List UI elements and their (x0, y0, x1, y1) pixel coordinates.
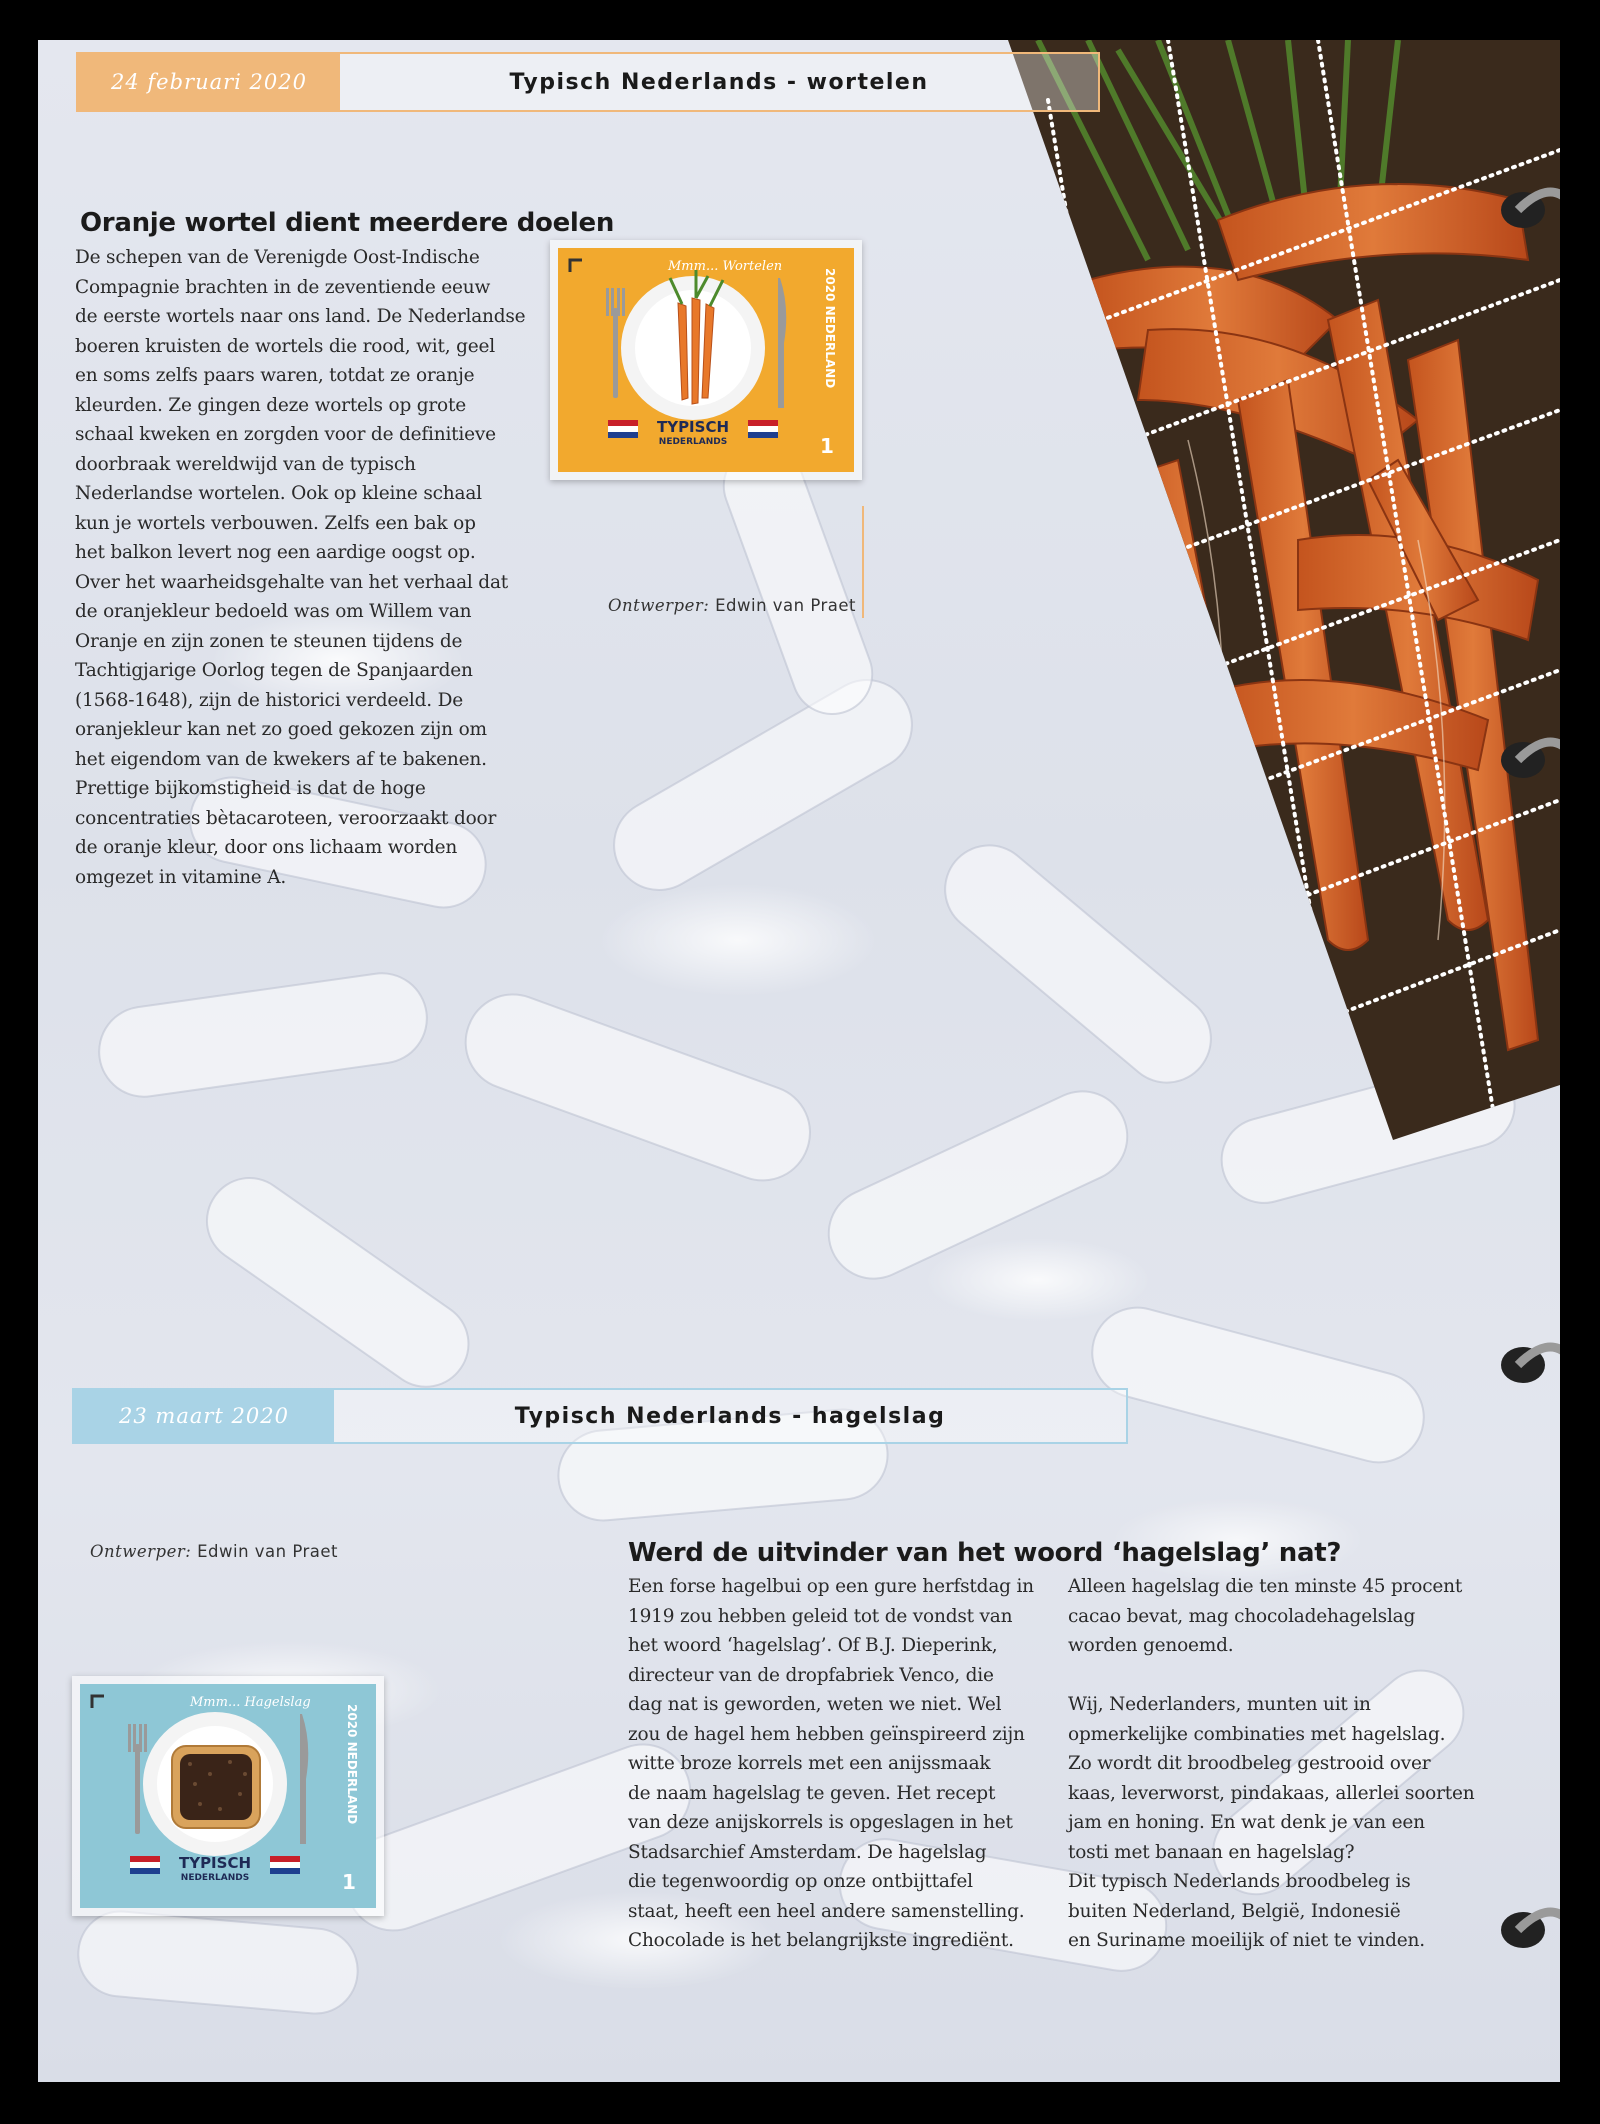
text-line: Prettige bijkomstigheid is dat de hoge (75, 778, 426, 799)
text-line: omgezet in vitamine A. (75, 866, 287, 888)
text-line: directeur van de dropfabriek Venco, die (628, 1664, 994, 1686)
text-line: de naam hagelslag te geven. Het recept (628, 1782, 996, 1804)
album-page (38, 40, 1560, 2082)
text-line: kun je wortels verbouwen. Zelfs een bak op (75, 512, 476, 534)
text-line: Over het waarheidsgehalte van het verhaal dat (75, 571, 509, 593)
text-line: Zo wordt dit broodbeleg gestrooid over (1068, 1753, 1431, 1774)
section1-body (75, 243, 545, 892)
text-line: Tachtigjarige Oorlog tegen de Spanjaarden (75, 660, 473, 681)
text-line: Oranje en zijn zonen te steunen tijdens de (75, 630, 463, 652)
section1-header (76, 52, 1100, 112)
hagelslag-stamp-brand2: NEDERLANDS (180, 1873, 250, 1883)
text-line: jam en honing. En wat denk je van een (1068, 1812, 1425, 1833)
text-line: de oranjekleur bedoeld was om Willem van (75, 601, 472, 622)
text-line: kaas, leverworst, pindakaas, allerlei soorten (1068, 1782, 1475, 1804)
text-line: Een forse hagelbui op een gure herfstdag in (628, 1576, 1034, 1597)
section1-designer-label: Ontwerper: (608, 596, 710, 615)
carrot-stamp-art (558, 248, 854, 472)
text-line (1068, 1661, 1508, 1691)
text-line: tosti met banaan en hagelslag? (1068, 1841, 1355, 1863)
carrot-stamp (550, 240, 862, 480)
text-line: (1568-1648), zijn de historici verdeeld. De (75, 689, 463, 711)
text-line: doorbraak wereldwijd van de typisch (75, 453, 416, 475)
carrot-stamp-script: Mmm... Wortelen (668, 259, 783, 274)
hagelslag-stamp (72, 1676, 384, 1916)
text-line: Dit typisch Nederlands broodbeleg is (1068, 1871, 1411, 1892)
section1-designer (608, 596, 856, 615)
section2-designer (90, 1542, 338, 1561)
section2-designer-name: Edwin van Praet (197, 1542, 339, 1561)
text-line: de oranje kleur, door ons lichaam worden (75, 837, 458, 858)
hagelslag-stamp-script: Mmm... Hagelslag (190, 1695, 311, 1710)
section1-date: 24 februari 2020 (78, 54, 340, 110)
text-line: witte broze korrels met een anijssmaak (628, 1753, 991, 1774)
section2-header (72, 1388, 1128, 1444)
text-line: Chocolade is het belangrijkste ingrediënt. (628, 1930, 1014, 1951)
section1-designer-name: Edwin van Praet (715, 596, 857, 615)
text-line: opmerkelijke combinaties met hagelslag. (1068, 1723, 1446, 1745)
text-line: van deze anijskorrels is opgeslagen in het (628, 1812, 1013, 1833)
text-line: buiten Nederland, België, Indonesië (1068, 1900, 1401, 1922)
hagelslag-stamp-country: 2020 NEDERLAND (345, 1704, 359, 1825)
hagelslag-stamp-art (80, 1684, 376, 1908)
text-line: Nederlandse wortelen. Ook op kleine schaal (75, 483, 482, 504)
text-line: Alleen hagelslag die ten minste 45 procent (1068, 1576, 1463, 1597)
text-line: dag nat is geworden, weten we niet. Wel (628, 1694, 1002, 1715)
text-line: die tegenwoordig op onze ontbijttafel (628, 1871, 973, 1892)
carrot-stamp-country: 2020 NEDERLAND (823, 268, 837, 389)
carrot-stamp-brand2: NEDERLANDS (658, 437, 728, 447)
section1-heading: Oranje wortel dient meerdere doelen (80, 208, 615, 238)
text-line: het balkon levert nog een aardige oogst op. (75, 542, 476, 563)
text-line: staat, heeft een heel andere samenstelling. (628, 1900, 1025, 1922)
text-line: De schepen van de Verenigde Oost-Indische (75, 247, 480, 268)
text-line: concentraties bètacaroteen, veroorzaakt door (75, 807, 497, 829)
text-line: Compagnie brachten in de zeventiende eeuw (75, 276, 491, 298)
section2-column1 (628, 1572, 1058, 1956)
section1-title: Typisch Nederlands - wortelen (340, 54, 1098, 110)
hagelslag-stamp-value: 1 (342, 1870, 356, 1894)
text-line: schaal kweken en zorgden voor de definitieve (75, 424, 496, 445)
text-line: worden genoemd. (1068, 1635, 1234, 1656)
text-line: en soms zelfs paars waren, totdat ze oranje (75, 365, 475, 386)
text-line: en Suriname moeilijk of niet te vinden. (1068, 1930, 1425, 1951)
carrot-stamp-brand1: TYPISCH (656, 418, 730, 436)
section2-title: Typisch Nederlands - hagelslag (334, 1390, 1126, 1442)
text-line: Stadsarchief Amsterdam. De hagelslag (628, 1841, 987, 1863)
section2-designer-label: Ontwerper: (90, 1542, 192, 1561)
text-line: cacao bevat, mag chocoladehagelslag (1068, 1605, 1416, 1627)
text-line: kleurden. Ze gingen deze wortels op grote (75, 394, 466, 416)
text-line: boeren kruisten de wortels die rood, wit, geel (75, 335, 495, 357)
text-line: oranjekleur kan net zo goed gekozen zijn om (75, 719, 487, 740)
carrot-stamp-value: 1 (820, 434, 834, 458)
text-line: de eerste wortels naar ons land. De Nederlandse (75, 306, 526, 327)
section2-date: 23 maart 2020 (74, 1390, 334, 1442)
section1-caption-rule (862, 506, 864, 618)
section2-column2 (1068, 1572, 1508, 1956)
text-line: het woord ‘hagelslag’. Of B.J. Dieperink, (628, 1635, 998, 1656)
text-line: 1919 zou hebben geleid tot de vondst van (628, 1605, 1013, 1627)
text-line: zou de hagel hem hebben geïnspireerd zijn (628, 1723, 1025, 1745)
section2-heading: Werd de uitvinder van het woord ‘hagelslag’ nat? (628, 1538, 1342, 1568)
hagelslag-stamp-brand1: TYPISCH (178, 1854, 252, 1872)
text-line: het eigendom van de kwekers af te bakenen. (75, 748, 487, 770)
text-line: Wij, Nederlanders, munten uit in (1068, 1694, 1371, 1715)
